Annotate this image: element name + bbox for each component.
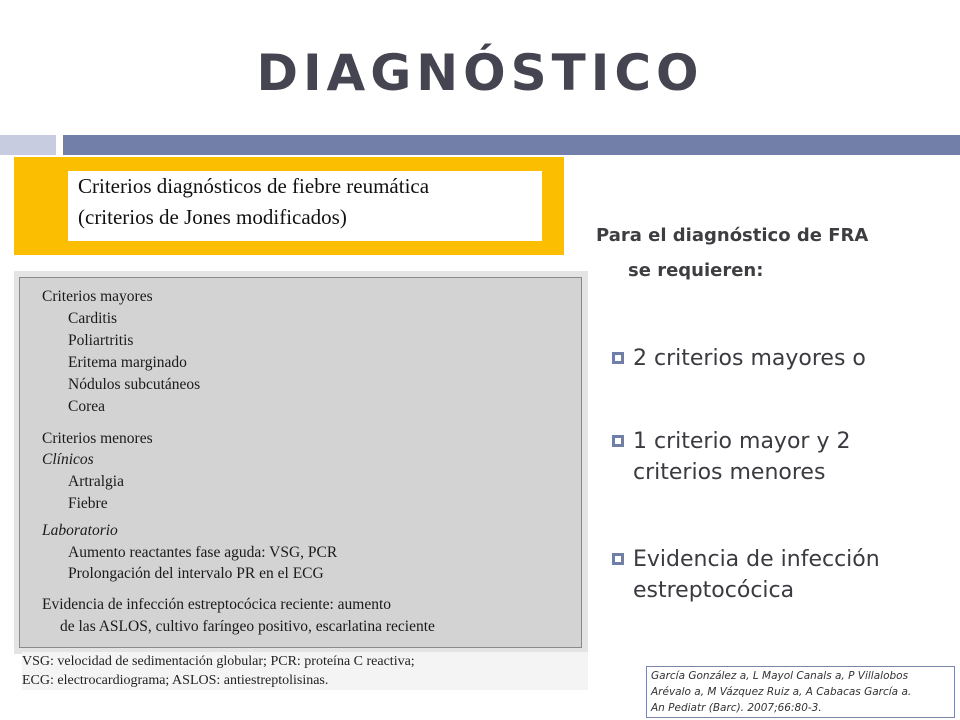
square-bullet-icon xyxy=(612,435,624,447)
major-criteria-heading: Criterios mayores xyxy=(42,288,153,305)
clinical-item: Artralgia xyxy=(68,473,124,490)
table-caption xyxy=(68,171,542,241)
major-criteria-item: Corea xyxy=(68,398,106,415)
title-bar-left xyxy=(0,135,56,155)
table-footnote xyxy=(22,652,588,690)
citation-box xyxy=(646,666,955,718)
requirements-heading-line2: se requieren: xyxy=(628,260,764,281)
requirement-text: estreptocócica xyxy=(633,578,795,603)
clinical-heading: Clínicos xyxy=(42,451,94,468)
minor-criteria-heading: Criterios menores xyxy=(42,430,153,447)
footnote-line1: VSG: velocidad de sedimentación globular; PCR: proteína C reactiva; xyxy=(22,654,415,669)
evidence-line: Evidencia de infección estreptocócica reciente: aumento xyxy=(42,596,391,613)
requirement-bullet xyxy=(612,426,957,488)
major-criteria-item: Poliartritis xyxy=(68,332,134,349)
major-criteria-item: Carditis xyxy=(68,310,118,327)
citation-line3: An Pediatr (Barc). 2007;66:80-3. xyxy=(651,702,822,714)
requirements-heading-line1: Para el diagnóstico de FRA xyxy=(596,225,869,246)
footnote-line2: ECG: electrocardiograma; ASLOS: antiestreptolisinas. xyxy=(22,673,329,688)
lab-item: Aumento reactantes fase aguda: VSG, PCR xyxy=(68,544,338,561)
requirement-text: 1 criterio mayor y 2 xyxy=(633,429,851,454)
square-bullet-icon xyxy=(612,553,624,565)
citation-line1: García González a, L Mayol Canals a, P Villalobos xyxy=(651,670,909,682)
table-caption-line1: Criterios diagnósticos de fiebre reumática xyxy=(78,174,430,198)
citation-line2: Arévalo a, M Vázquez Ruiz a, A Cabacas García a. xyxy=(651,686,912,698)
square-bullet-icon xyxy=(612,352,624,364)
lab-heading: Laboratorio xyxy=(42,522,118,539)
requirement-bullet xyxy=(612,343,957,374)
lab-item: Prolongación del intervalo PR en el ECG xyxy=(68,565,324,582)
requirement-text: Evidencia de infección xyxy=(633,547,880,572)
requirement-text: criterios menores xyxy=(633,460,826,485)
clinical-item: Fiebre xyxy=(68,495,108,512)
major-criteria-item: Eritema marginado xyxy=(68,354,187,371)
requirement-text: 2 criterios mayores o xyxy=(633,346,866,371)
requirements-heading xyxy=(596,218,956,288)
major-criteria-item: Nódulos subcutáneos xyxy=(68,376,201,393)
criteria-table xyxy=(19,277,582,648)
table-caption-line2: (criterios de Jones modificados) xyxy=(78,205,347,229)
requirement-bullet xyxy=(612,544,957,606)
title-bar-right xyxy=(63,135,960,155)
slide-title: DIAGNÓSTICO xyxy=(256,44,704,102)
evidence-line: de las ASLOS, cultivo faríngeo positivo, escarlatina reciente xyxy=(60,618,435,635)
